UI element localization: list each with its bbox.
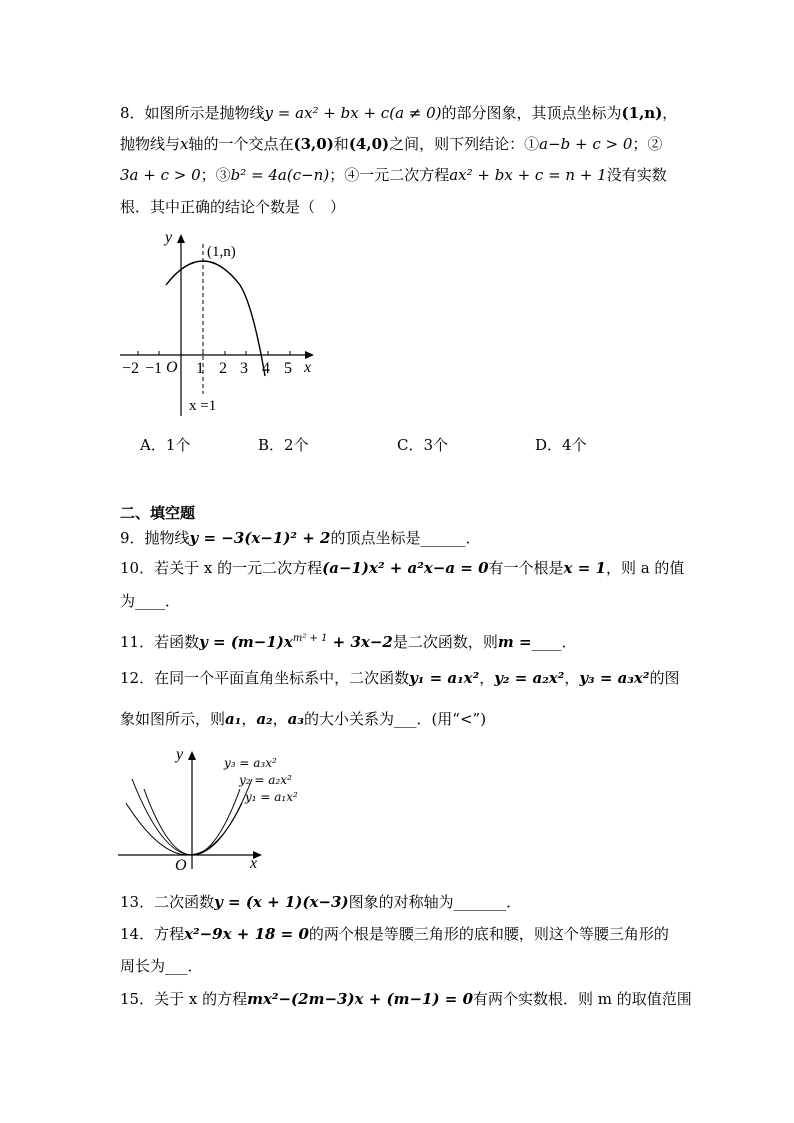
q12-text: 的大小关系为 bbox=[303, 710, 394, 728]
q14-blank[interactable]: ___ bbox=[165, 957, 188, 975]
q8-text: 没有实数 bbox=[606, 166, 667, 184]
tick-label: −1 bbox=[145, 360, 163, 377]
q15-text: 有两个实数根．则 m 的取值范围 bbox=[473, 990, 692, 1008]
q13-text: 图象的对称轴为 bbox=[348, 893, 454, 911]
q13-blank[interactable]: _______ bbox=[453, 893, 507, 911]
q8-line3 bbox=[120, 164, 667, 186]
option-d[interactable]: D．4个 bbox=[535, 436, 587, 454]
q13-text: ． bbox=[506, 893, 522, 911]
option-c[interactable]: C．3个 bbox=[397, 436, 449, 454]
y-label: y bbox=[165, 229, 173, 246]
legend-y1: y₁ = a₁x² bbox=[245, 790, 298, 804]
tick-label: 5 bbox=[284, 360, 292, 377]
q8-conclusion-1: a−b + c > 0 bbox=[539, 135, 633, 153]
tick-label: −2 bbox=[122, 360, 140, 377]
q8-conclusion-4: ax² + bx + c = n + 1 bbox=[449, 166, 607, 184]
q10-text: ． bbox=[165, 592, 181, 610]
q8-text: ， bbox=[662, 104, 678, 122]
q14-line2 bbox=[120, 955, 203, 977]
option-b[interactable]: B．2个 bbox=[258, 436, 309, 454]
legend-y2: y₂ = a₂x² bbox=[239, 773, 292, 787]
y-label: y bbox=[176, 746, 184, 763]
q15-equation: mx²−(2m−3)x + (m−1) = 0 bbox=[247, 990, 474, 1008]
q10-root: x = 1 bbox=[563, 559, 606, 577]
q12-var: a₂ bbox=[256, 710, 273, 728]
tick-label: 4 bbox=[262, 360, 270, 377]
option-a[interactable]: A．1个 bbox=[140, 436, 191, 454]
q8-text: 的部分图象，其顶点坐标为 bbox=[441, 104, 622, 122]
q8-parabola-graph bbox=[118, 228, 318, 420]
q8-circle-1: ① bbox=[524, 135, 540, 153]
q9-text: ． bbox=[465, 529, 481, 547]
legend-y3: y₃ = a₃x² bbox=[224, 756, 277, 770]
q8-text: 和 bbox=[333, 135, 349, 153]
q8-line2 bbox=[120, 133, 662, 155]
tick-label: 3 bbox=[240, 360, 248, 377]
q13-equation: y = (x + 1)(x−3) bbox=[214, 893, 349, 911]
y-axis-arrow bbox=[188, 751, 196, 760]
q13-text: 13．二次函数 bbox=[120, 893, 215, 911]
q12-text: ， bbox=[272, 710, 288, 728]
q10-text: 为 bbox=[120, 592, 136, 610]
q14-equation: x²−9x + 18 = 0 bbox=[184, 925, 309, 943]
q12-text: 12．在同一个平面直角坐标系中，二次函数 bbox=[120, 669, 410, 687]
q8-text: 8．如图所示是抛物线 bbox=[120, 104, 265, 122]
q9 bbox=[120, 527, 480, 549]
q8-text: 轴的一个交点在 bbox=[188, 135, 294, 153]
q9-blank[interactable]: ______ bbox=[420, 529, 466, 547]
q10-text: ，则 a 的值 bbox=[605, 559, 685, 577]
q9-equation: y = −3(x−1)² + 2 bbox=[189, 529, 331, 547]
q10-line2 bbox=[120, 590, 180, 612]
q14-text: 14．方程 bbox=[120, 925, 185, 943]
x-label: x bbox=[250, 855, 258, 872]
q8-line1 bbox=[120, 102, 677, 124]
q14-text: 的两个根是等腰三角形的底和腰，则这个等腰三角形的 bbox=[308, 925, 669, 943]
q10-text: 10．若关于 x 的一元二次方程 bbox=[120, 559, 323, 577]
q8-point: (4,0) bbox=[348, 135, 390, 153]
q11-exponent: m² + 1 bbox=[292, 633, 328, 644]
origin-label: O bbox=[166, 359, 178, 376]
q12-blank[interactable]: ___ bbox=[393, 710, 417, 728]
q12-equation: y₂ = a₂x² bbox=[494, 669, 565, 687]
q9-text: 的顶点坐标是 bbox=[330, 529, 421, 547]
q14-line1 bbox=[120, 923, 669, 945]
q12-var: a₃ bbox=[287, 710, 304, 728]
q15 bbox=[120, 988, 692, 1010]
q12-line1 bbox=[120, 667, 679, 689]
q12-text: 象如图所示，则 bbox=[120, 710, 226, 728]
tick-label: 1 bbox=[196, 360, 204, 377]
q8-equation: y = ax² + bx + c(a ≠ 0) bbox=[264, 104, 442, 122]
vertex-label: (1,n) bbox=[207, 244, 236, 260]
q11-equation: m = bbox=[497, 633, 532, 651]
parabola-y1 bbox=[126, 803, 242, 855]
q11-equation: y = (m−1)x bbox=[199, 633, 293, 651]
q8-conclusion-3: b² = 4a(c−n) bbox=[230, 166, 330, 184]
q15-text: 15．关于 x 的方程 bbox=[120, 990, 248, 1008]
q12-text: ．(用“<”) bbox=[416, 710, 487, 728]
q11-blank[interactable]: ____ bbox=[531, 633, 562, 651]
q8-point: (3,0) bbox=[293, 135, 334, 153]
q8-circle-3: ；③ bbox=[200, 166, 231, 184]
q12-var: a₁ bbox=[225, 710, 242, 728]
q8-text: 抛物线与 bbox=[120, 135, 181, 153]
x-label: x bbox=[304, 359, 312, 376]
q8-line4: 根．其中正确的结论个数是（ ） bbox=[120, 198, 346, 216]
origin-label: O bbox=[175, 857, 187, 874]
x-axis-arrow bbox=[305, 351, 314, 359]
q12-text: ， bbox=[564, 669, 580, 687]
q11-text: ． bbox=[561, 633, 577, 651]
q8-vertex: (1,n) bbox=[621, 104, 663, 122]
q11-text: 11．若函数 bbox=[120, 633, 200, 651]
q14-text: 周长为 bbox=[120, 957, 166, 975]
q13 bbox=[120, 891, 521, 913]
tick-label: 2 bbox=[219, 360, 227, 377]
q12-text: ， bbox=[479, 669, 495, 687]
section-title: 二、填空题 bbox=[120, 504, 196, 522]
q8-circle-2: ；② bbox=[632, 135, 663, 153]
q11-equation: + 3x−2 bbox=[327, 633, 393, 651]
y-axis-arrow bbox=[177, 234, 185, 243]
q8-text: 之间，则下列结论： bbox=[389, 135, 525, 153]
q10-text: 有一个根是 bbox=[488, 559, 564, 577]
axis-label: x =1 bbox=[189, 398, 217, 414]
q12-line2 bbox=[120, 708, 486, 730]
q14-text: ． bbox=[187, 957, 203, 975]
q10-equation: (a−1)x² + a²x−a = 0 bbox=[322, 559, 489, 577]
q10-blank[interactable]: ____ bbox=[135, 592, 166, 610]
q12-text: 的图 bbox=[649, 669, 680, 687]
q8-circle-4: ；④一元二次方程 bbox=[329, 166, 450, 184]
q8-var: x bbox=[180, 135, 189, 153]
q9-text: 9．抛物线 bbox=[120, 529, 190, 547]
q12-equation: y₃ = a₃x² bbox=[579, 669, 650, 687]
q12-equation: y₁ = a₁x² bbox=[409, 669, 480, 687]
q10-line1 bbox=[120, 557, 684, 579]
q11 bbox=[120, 628, 577, 653]
q8-conclusion-2: 3a + c > 0 bbox=[120, 166, 201, 184]
q11-text: 是二次函数，则 bbox=[392, 633, 498, 651]
q12-text: ， bbox=[241, 710, 257, 728]
